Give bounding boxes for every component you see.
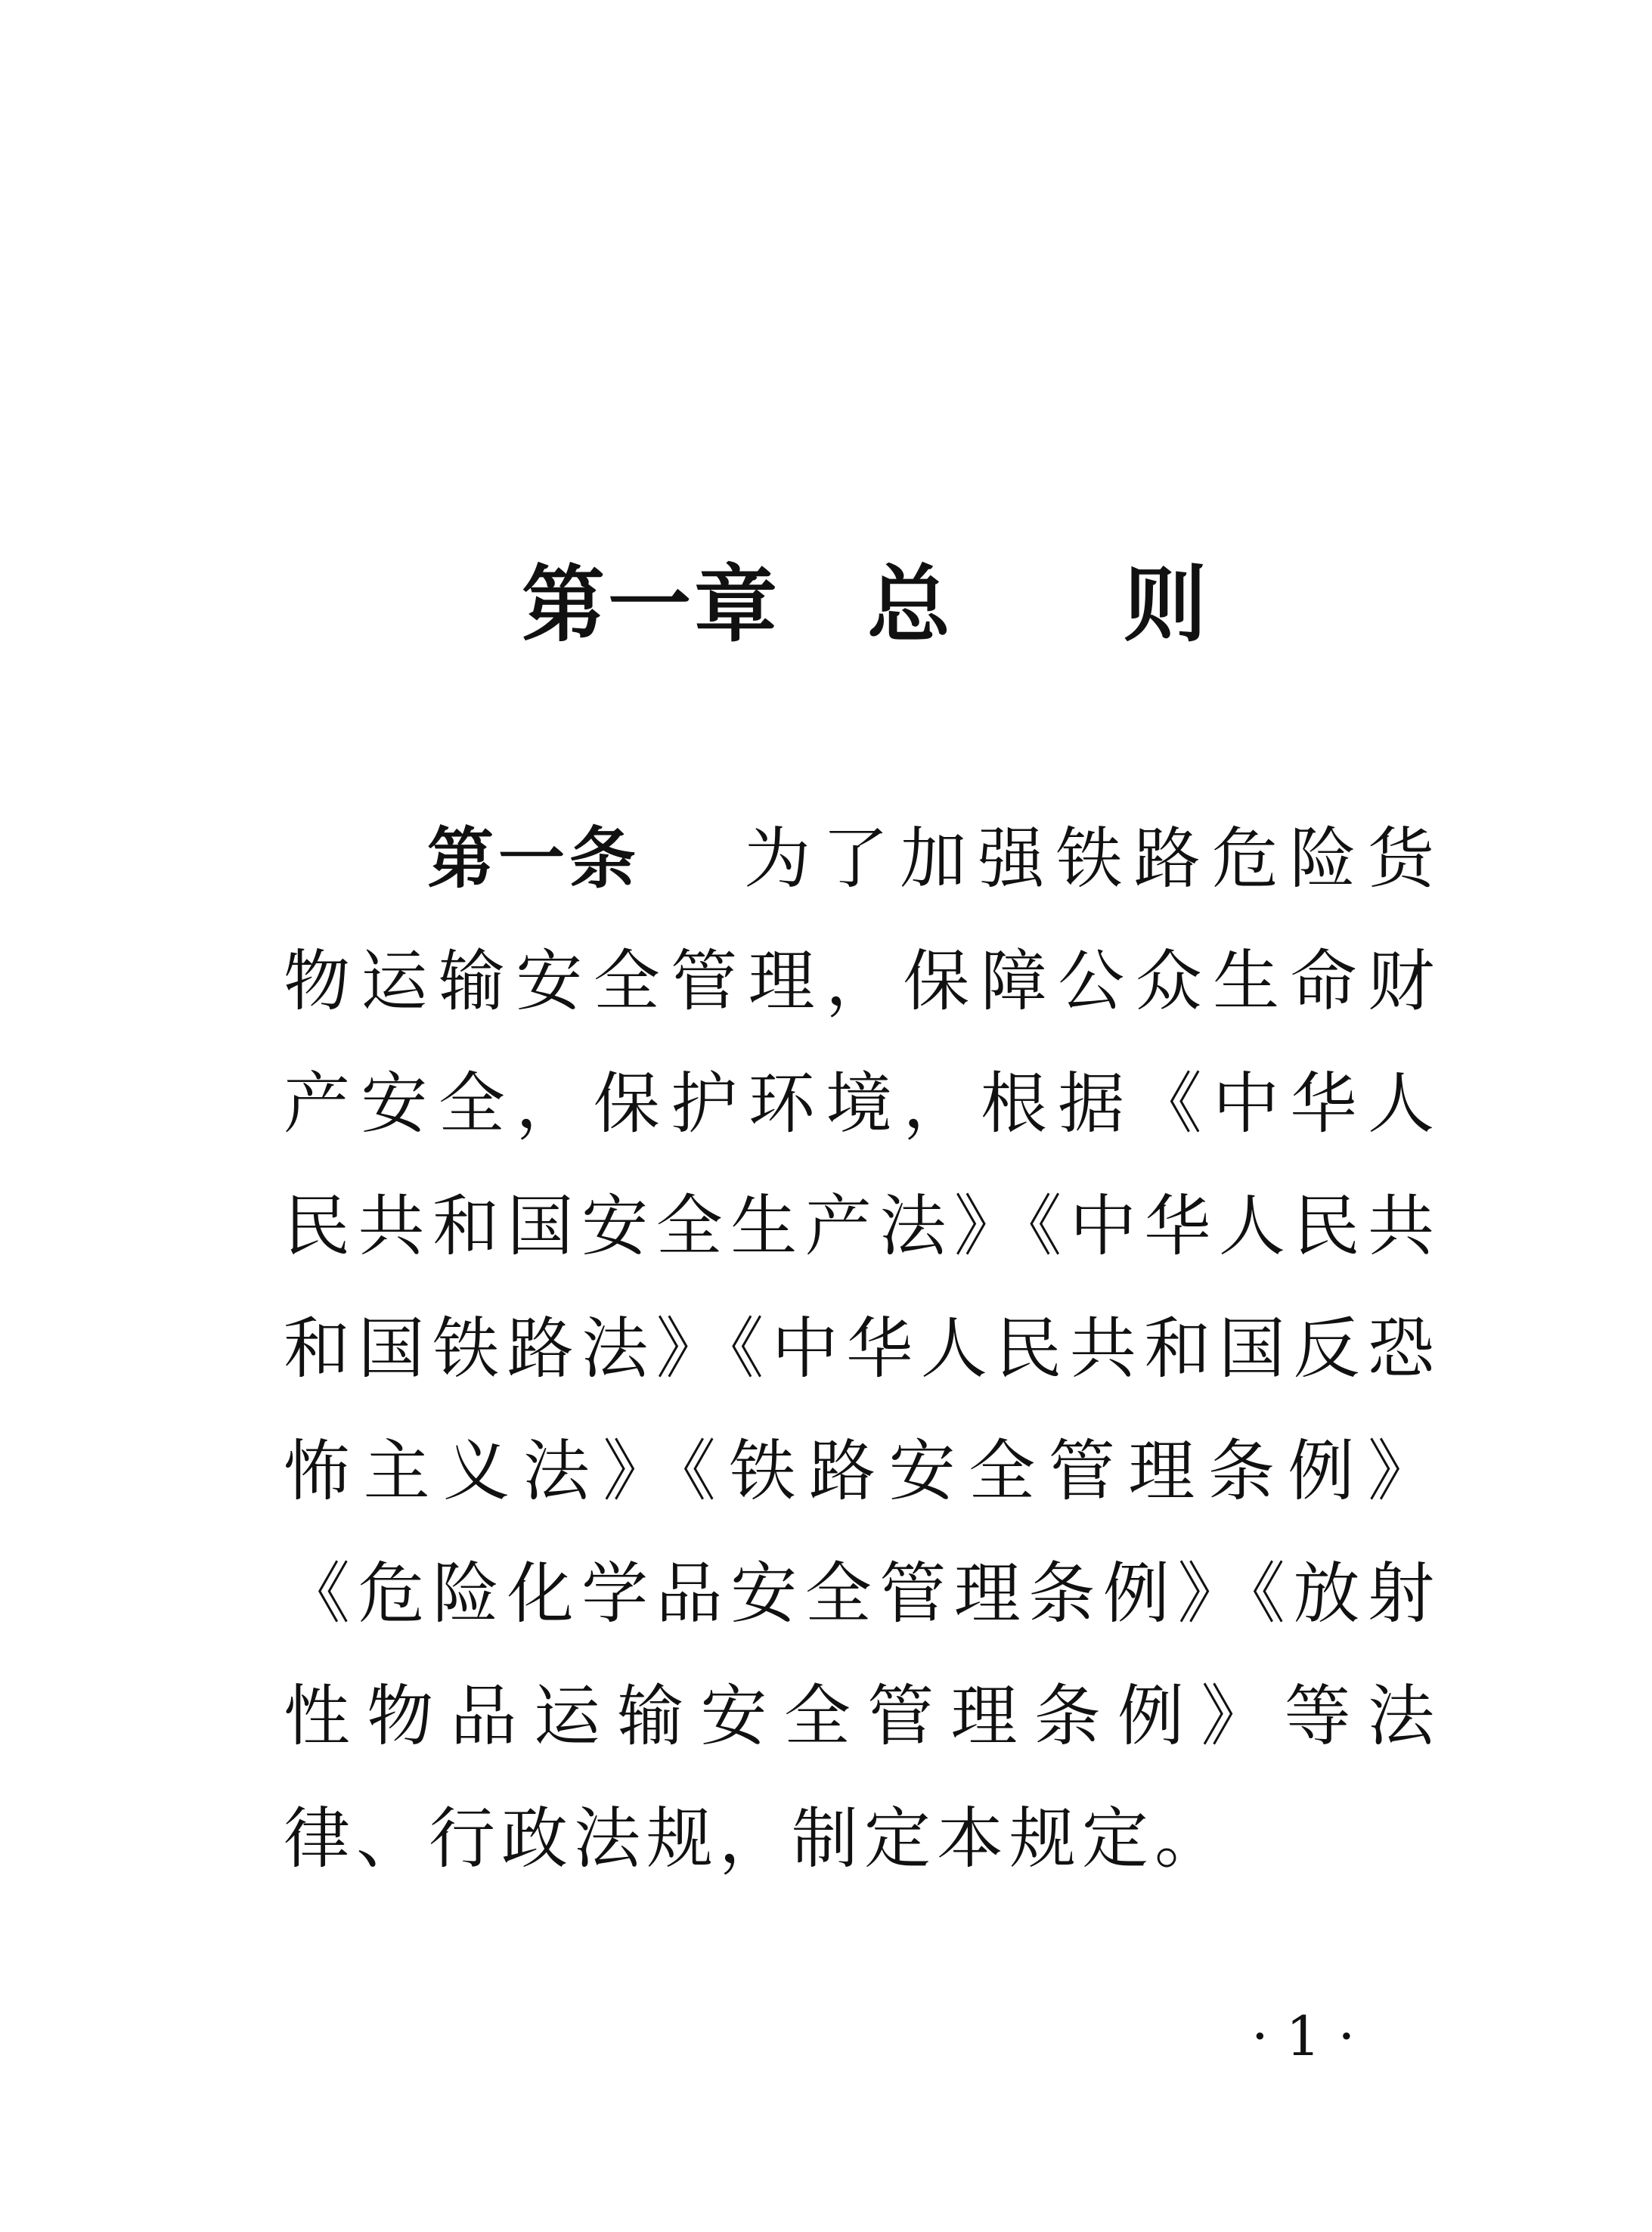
chapter-title	[522, 556, 1210, 654]
article-label: 第一条	[427, 820, 641, 897]
chapter-number: 第一章	[522, 556, 780, 653]
chapter-title-char-1: 总	[867, 556, 953, 653]
article-paragraph	[284, 798, 1440, 1900]
page-number: · 1 ·	[1251, 2004, 1356, 2068]
chapter-title-char-2: 则	[1124, 556, 1210, 653]
article-text: 为了加强铁路危险货物运输安全管理，保障公众生命财产安全，保护环境，根据《中华人民共和国安全生产法》《中华人民共和国铁路法》《中华人民共和国反恐怖主义法》《铁路安全管理条例》《危险化学品安全管理条例》《放射性物品运输安全管理条例》等法律、行政法规，制定本规定。	[284, 820, 1440, 1877]
